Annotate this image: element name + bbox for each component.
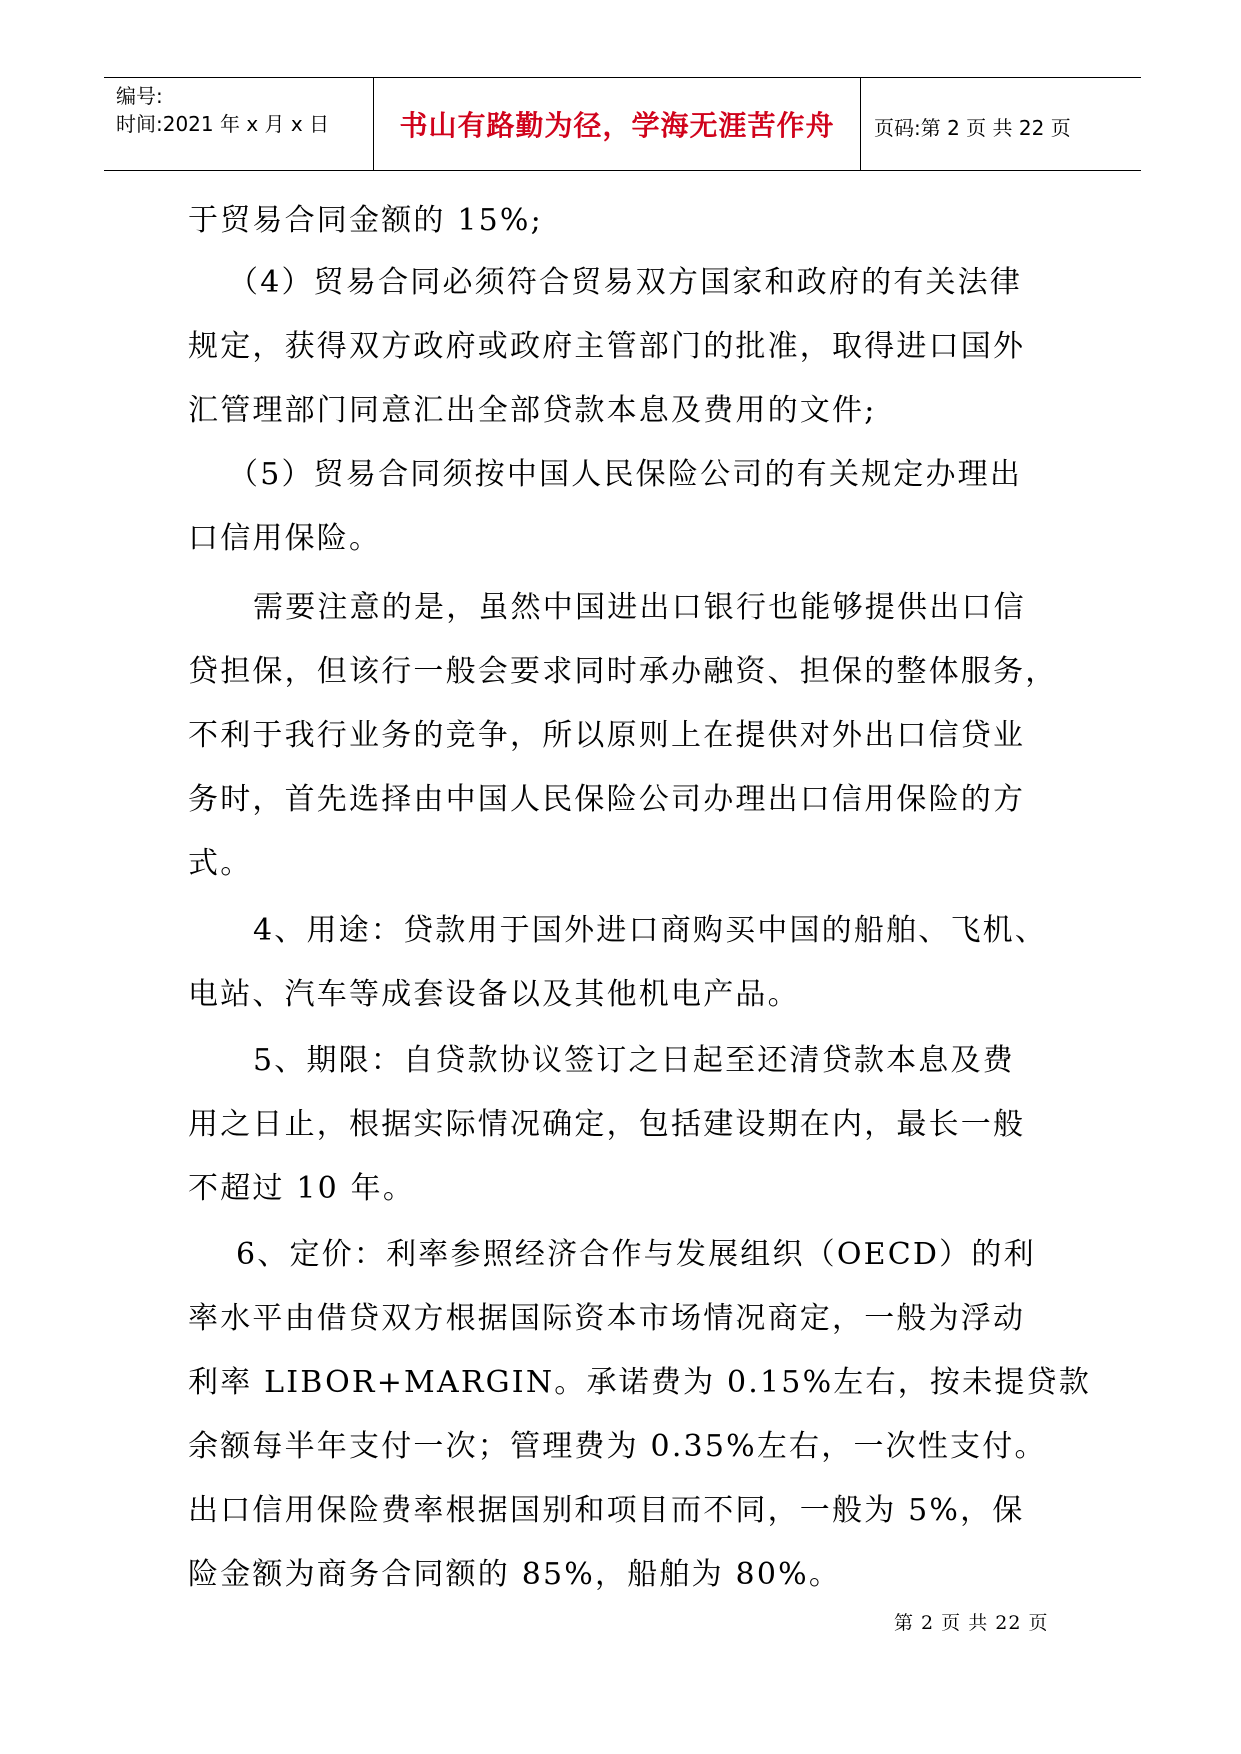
text-line: 4、用途：贷款用于国外进口商购买中国的船舶、飞机、	[253, 913, 1048, 948]
text-line: 务时，首先选择由中国人民保险公司办理出口信用保险的方	[188, 782, 1026, 817]
header-motto: 书山有路勤为径，学海无涯苦作舟	[399, 109, 835, 142]
text-line: 规定，获得双方政府或政府主管部门的批准，取得进口国外	[188, 329, 1026, 364]
text-line: 5、期限：自贷款协议签订之日起至还清贷款本息及费	[253, 1043, 1015, 1078]
text-line: 用之日止，根据实际情况确定，包括建设期在内，最长一般	[188, 1107, 1026, 1142]
text-line: 余额每半年支付一次；管理费为 0.35%左右，一次性支付。	[188, 1429, 1047, 1464]
text-line: 率水平由借贷双方根据国际资本市场情况商定，一般为浮动	[188, 1301, 1026, 1336]
text-line: 口信用保险。	[188, 521, 382, 556]
text-line: （5）贸易合同须按中国人民保险公司的有关规定办理出	[228, 457, 1023, 492]
text-line: 汇管理部门同意汇出全部贷款本息及费用的文件;	[188, 393, 877, 428]
text-line: 需要注意的是，虽然中国进出口银行也能够提供出口信	[253, 590, 1026, 625]
text-line: 6、定价：利率参照经济合作与发展组织（OECD）的利	[236, 1237, 1036, 1272]
page-footer: 第 2 页 共 22 页	[894, 1612, 1049, 1634]
header-page-info: 页码:第 2 页 共 22 页	[874, 116, 1071, 140]
text-line: 不利于我行业务的竞争，所以原则上在提供对外出口信贷业	[188, 718, 1026, 753]
document-time-label: 时间:2021 年 x 月 x 日	[116, 112, 330, 136]
text-line: 不超过 10 年。	[188, 1171, 416, 1206]
text-line: 于贸易合同金额的 15%;	[188, 203, 543, 238]
text-line: 出口信用保险费率根据国别和项目而不同，一般为 5%，保	[188, 1493, 1025, 1528]
text-line: （4）贸易合同必须符合贸易双方国家和政府的有关法律	[228, 265, 1023, 300]
text-line: 险金额为商务合同额的 85%，船舶为 80%。	[188, 1557, 842, 1592]
text-line: 贷担保，但该行一般会要求同时承办融资、担保的整体服务，	[188, 654, 1058, 689]
text-line: 利率 LIBOR+MARGIN。承诺费为 0.15%左右，按未提贷款	[188, 1365, 1091, 1400]
document-number-label: 编号:	[116, 84, 163, 108]
text-line: 电站、汽车等成套设备以及其他机电产品。	[188, 977, 800, 1012]
text-line: 式。	[188, 846, 253, 881]
